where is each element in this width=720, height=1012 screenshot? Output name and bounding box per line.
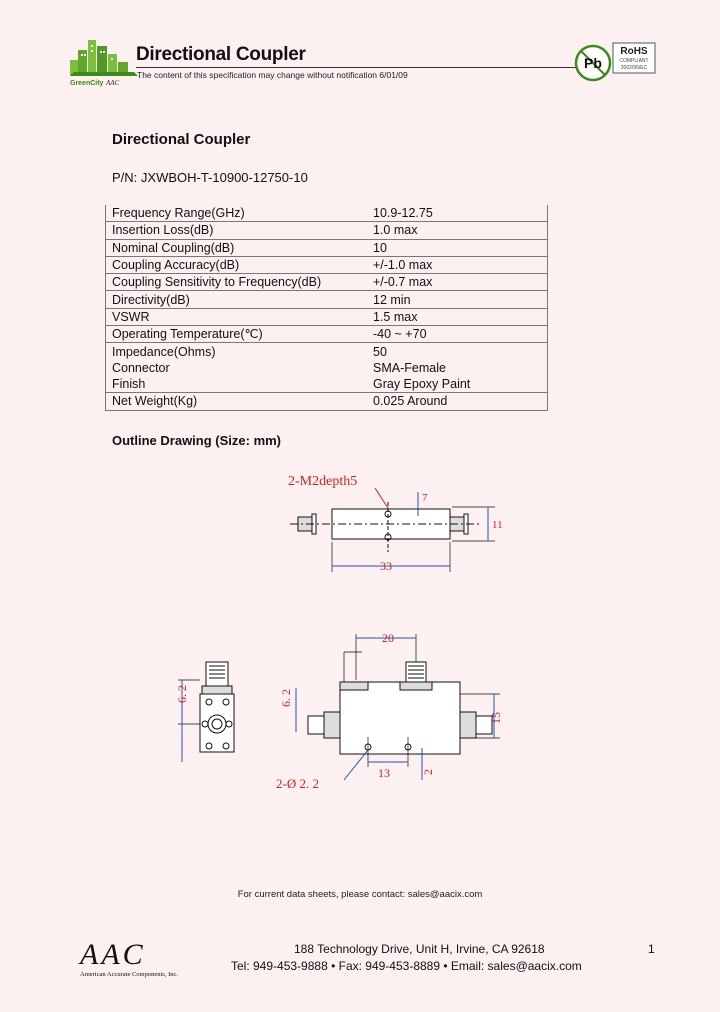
spec-value: 1.0 max [368,222,548,239]
dim-2-label: 2 [421,769,435,775]
document-title: Directional Coupler [112,131,251,148]
greencity-logo [68,36,140,88]
spec-value: Gray Epoxy Paint [368,376,548,393]
spec-row [106,326,548,343]
spec-value: 0.025 Around [368,393,548,410]
spec-param: Coupling Sensitivity to Frequency(dB) [106,274,369,291]
dim-33-label: 33 [380,559,392,573]
spec-param: Finish [106,376,369,393]
spec-param: Operating Temperature(℃) [106,326,369,343]
rohs-text: RoHS [620,46,648,57]
spec-param: Nominal Coupling(dB) [106,239,369,256]
spec-param: Frequency Range(GHz) [106,205,369,222]
page-number: 1 [648,942,655,956]
dim-6-2-left-label: 6. 2 [175,685,189,703]
dim-bolt-label: 2-Ø 2. 2 [276,776,319,791]
dim-holes-label: 2-M2depth5 [288,474,358,489]
aac-logo-sub: American Accurate Components, Inc. [80,971,179,978]
spec-row [106,239,548,256]
spec-value: 1.5 max [368,308,548,325]
spec-param: Coupling Accuracy(dB) [106,256,369,273]
spec-value: 12 min [368,291,548,308]
side-view [178,662,234,762]
spec-param: Connector [106,360,369,376]
aac-logo [78,936,218,978]
dim-11-label: 11 [492,519,503,531]
logo-brand: AAC [106,79,120,87]
dim-20-label: 20 [382,631,394,645]
spec-param: Insertion Loss(dB) [106,222,369,239]
spec-row [106,274,548,291]
footer-tel: Tel: 949-453-9888 • Fax: 949-453-8889 • Email: sales@aacix.com [231,959,582,973]
spec-row [106,222,548,239]
part-number: P/N: JXWBOH-T-10900-12750-10 [112,170,308,185]
front-view [296,634,500,780]
spec-value: SMA-Female [368,360,548,376]
spec-row [106,376,548,393]
spec-table [105,205,548,411]
contact-line: For current data sheets, please contact: sales@aacix.com [237,889,483,900]
lead-free-icon [574,44,612,82]
logo-text: GreenCity [70,80,104,87]
spec-value: 50 [368,343,548,360]
spec-param: Net Weight(Kg) [106,393,369,410]
spec-row [106,205,548,222]
spec-value: -40 ~ +70 [368,326,548,343]
header-title: Directional Coupler [136,44,306,65]
rohs-sub1: COMPLIANT [619,58,649,64]
spec-row [106,308,548,325]
spec-row [106,360,548,376]
dim-7-label: 7 [422,492,428,504]
spec-row [106,393,548,410]
spec-param: VSWR [106,308,369,325]
dim-13-label: 13 [378,766,390,780]
spec-param: Impedance(Ohms) [106,343,369,360]
spec-value: +/-0.7 max [368,274,548,291]
dim-15-label: 15 [489,712,503,724]
spec-value: 10.9-12.75 [368,205,548,222]
footer-address: 188 Technology Drive, Unit H, Irvine, CA 92618 [294,942,545,956]
top-view [290,488,495,572]
rohs-badge [612,42,656,74]
spec-value: +/-1.0 max [368,256,548,273]
spec-value: 10 [368,239,548,256]
spec-row [106,343,548,360]
aac-logo-text: AAC [80,938,146,971]
spec-param: Directivity(dB) [106,291,369,308]
header-note: The content of this specification may change without notification 6/01/09 [137,70,408,80]
dim-6-2-front-label: 6. 2 [279,689,293,707]
pb-text: Pb [584,55,602,71]
header-rule [136,67,576,68]
spec-row [106,256,548,273]
spec-row [106,291,548,308]
outline-drawing [160,462,520,802]
rohs-sub2: 2002/95/EC [620,65,648,71]
outline-title: Outline Drawing (Size: mm) [112,433,282,448]
